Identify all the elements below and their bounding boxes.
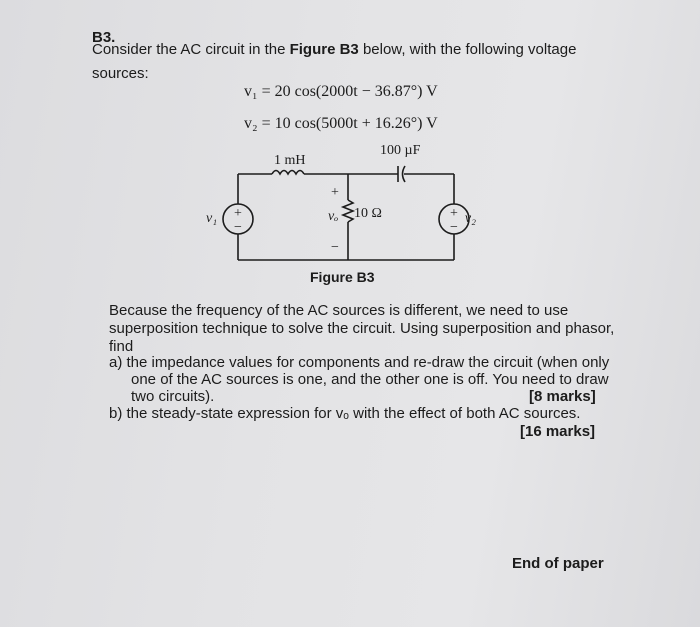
- resistor-label: 10 Ω: [354, 206, 382, 221]
- intro-text-b: below, with the following voltage: [358, 41, 577, 58]
- body-line-3: find: [109, 338, 134, 355]
- question-intro-line1: [92, 41, 576, 59]
- left-source-plus: +: [234, 206, 242, 221]
- part-b-line-1: b) the steady-state expression for vₒ with the effect of both AC sources.: [109, 405, 581, 422]
- left-source-label: v₁: [206, 211, 218, 226]
- right-source-label: v₂: [464, 211, 476, 226]
- intro-text-a: Consider the AC circuit in the: [92, 41, 290, 58]
- equation-v2: v₂ = 10 cos(5000t + 16.26°) V: [244, 115, 438, 132]
- question-intro-line2: sources:: [92, 65, 149, 82]
- left-source-minus: −: [234, 220, 242, 235]
- right-source-minus: −: [450, 220, 458, 235]
- inductor-label: 1 mH: [274, 153, 306, 168]
- body-line-2: superposition technique to solve the circuit. Using superposition and phasor,: [109, 320, 615, 337]
- part-a-line-1: a) the impedance values for components and re-draw the circuit (when only: [109, 354, 610, 371]
- output-plus: +: [331, 185, 339, 200]
- output-voltage-label: vₒ: [328, 209, 339, 224]
- figure-caption: Figure B3: [310, 269, 375, 285]
- end-of-paper: End of paper: [512, 555, 604, 572]
- part-a-marks: [8 marks]: [529, 388, 596, 405]
- figure-reference: Figure B3: [289, 41, 359, 58]
- capacitor-label: 100 µF: [380, 143, 421, 158]
- question-number: B3.: [92, 29, 116, 46]
- equation-v1: v₁ = 20 cos(2000t − 36.87°) V: [244, 83, 438, 100]
- part-a-line-3: two circuits).: [131, 388, 215, 405]
- output-minus: −: [331, 240, 339, 255]
- body-line-1: Because the frequency of the AC sources is different, we need to use: [109, 302, 569, 319]
- right-source-plus: +: [450, 206, 458, 221]
- resistor-symbol: [343, 200, 353, 222]
- circuit-diagram: [190, 138, 480, 278]
- part-b-marks: [16 marks]: [520, 423, 596, 440]
- inductor-symbol: [272, 171, 304, 175]
- part-a-line-2: one of the AC sources is one, and the other one is off. You need to draw: [131, 371, 609, 388]
